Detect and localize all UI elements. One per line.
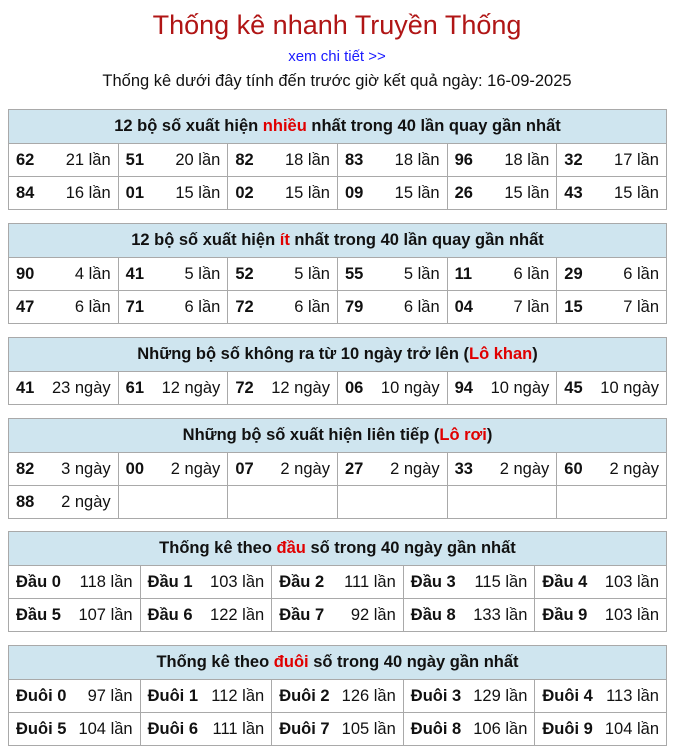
stat-key: 47 [16,297,35,316]
stat-key: 82 [235,150,254,169]
stat-key: Đuôi 3 [410,686,462,705]
stat-key: Đầu 4 [542,572,588,591]
stat-key: Đầu 2 [279,572,325,591]
stat-cell [272,599,404,632]
stat-count: 103 lần [604,605,659,624]
stat-cell [9,372,119,405]
stat-cell [228,291,338,324]
stat-cell [337,258,447,291]
stat-key: Đuôi 2 [279,686,330,705]
stat-count: 4 lần [74,264,111,283]
stat-cell [9,486,119,519]
stat-key: 94 [454,378,473,397]
lo-roi-table [8,418,667,519]
stat-count: 126 lần [341,686,396,705]
stat-count: 112 lần [211,686,265,705]
stat-count: 6 lần [74,297,111,316]
stat-cell [447,258,557,291]
stat-count: 104 lần [78,719,133,738]
stat-cell [403,599,535,632]
table-row [9,372,667,405]
page-subtitle: Thống kê dưới đây tính đến trước giờ kết quả ngày: 16-09-2025 [102,72,572,90]
stat-key: Đuôi 1 [147,686,199,705]
least-frequent-table [8,223,667,324]
stat-cell [118,258,228,291]
table-row [9,453,667,486]
stat-count: 18 lần [394,150,440,169]
section-heading [9,532,667,566]
stat-count: 15 lần [614,183,659,202]
most-frequent-table [8,109,667,210]
stat-key: Đầu 0 [16,572,61,591]
stat-cell [535,713,667,746]
heading-text: số trong 40 ngày gần nhất [308,653,519,671]
table-row [9,680,667,713]
stat-key: Đuôi 8 [410,719,462,738]
stat-count: 2 ngày [609,459,659,478]
stat-cell [403,680,535,713]
stat-key: 33 [454,459,473,478]
heading-text: 12 bộ số xuất hiện [131,231,280,249]
stat-count: 21 lần [65,150,111,169]
stat-key: 45 [564,378,583,397]
stat-cell [9,177,119,210]
stat-count: 15 lần [285,183,330,202]
stat-cell [228,486,338,519]
stat-key: 07 [235,459,254,478]
stat-count: 15 lần [504,183,550,202]
heading-highlight: ít [279,231,290,249]
stat-key: Đầu 7 [279,605,325,624]
stat-count: 115 lần [474,572,528,591]
heading-highlight: đầu [276,539,306,557]
stat-cell [557,144,667,177]
stat-key: 01 [125,183,145,202]
heading-text: 12 bộ số xuất hiện [114,117,263,135]
stat-key: Đầu 1 [147,572,193,591]
stat-count: 5 lần [403,264,440,283]
stat-cell [272,680,404,713]
stat-count: 129 lần [473,686,528,705]
stat-key: 15 [564,297,583,316]
stat-cell [228,453,338,486]
stat-cell [140,566,272,599]
table-row [9,599,667,632]
stat-key: 27 [344,459,364,478]
stat-cell [140,680,272,713]
stat-cell [557,258,667,291]
heading-text: ) [532,345,538,363]
stat-count: 6 lần [294,297,330,316]
stat-key: 11 [454,264,473,283]
stat-key: 41 [16,378,35,397]
stat-key: 51 [125,150,145,169]
stat-key: Đuôi 6 [147,719,199,738]
table-row [9,713,667,746]
stat-key: 41 [125,264,145,283]
heading-text: Thống kê theo [159,539,277,557]
stat-count: 18 lần [504,150,550,169]
stat-count: 97 lần [87,686,133,705]
stat-count: 12 ngày [271,378,330,397]
stat-key: 04 [454,297,473,316]
page-title: Thống kê nhanh Truyền Thống [152,10,522,40]
stat-cell [337,453,447,486]
section-heading [9,110,667,144]
duoi-stats-table [8,645,667,746]
stat-key: Đuôi 7 [279,719,330,738]
heading-text: số trong 40 ngày gần nhất [305,539,516,557]
stat-count: 6 lần [623,264,659,283]
stat-count: 10 ngày [490,378,550,397]
stat-cell [337,486,447,519]
stat-count: 104 lần [604,719,659,738]
stat-cell [447,144,557,177]
stat-cell [140,599,272,632]
stat-cell [9,566,141,599]
stat-key: 83 [344,150,364,169]
stat-cell [557,486,667,519]
stat-key: Đuôi 9 [542,719,593,738]
stat-key: 09 [344,183,364,202]
stat-key: 52 [235,264,254,283]
stat-cell [535,566,667,599]
stat-key: 72 [235,378,254,397]
stat-cell [228,144,338,177]
stat-key: 55 [344,264,364,283]
heading-text: Những bộ số không ra từ 10 ngày trở lên ( [137,345,469,363]
stat-key: Đầu 8 [410,605,456,624]
stat-cell [9,680,141,713]
stat-count: 2 ngày [390,459,440,478]
stat-key: 29 [564,264,583,283]
stat-count: 3 ngày [61,459,111,478]
stat-count: 2 ngày [61,492,111,511]
stat-key: 90 [16,264,35,283]
stat-count: 107 lần [78,605,133,624]
stat-cell [557,291,667,324]
stat-key: 60 [564,459,583,478]
section-heading [9,646,667,680]
stat-cell [9,453,119,486]
stat-key: Đuôi 0 [16,686,67,705]
stat-count: 10 ngày [380,378,440,397]
stat-cell [9,291,119,324]
stat-count: 133 lần [473,605,528,624]
stat-cell [447,453,557,486]
stat-cell [228,258,338,291]
stat-count: 6 lần [184,297,221,316]
stat-key: 02 [235,183,254,202]
stat-cell [535,680,667,713]
stat-key: 43 [564,183,583,202]
view-details-link[interactable]: xem chi tiết >> [288,48,386,65]
stat-cell [118,291,228,324]
table-row [9,177,667,210]
stat-count: 2 ngày [280,459,330,478]
stat-cell [337,291,447,324]
stat-count: 6 lần [403,297,440,316]
stat-count: 23 ngày [51,378,111,397]
stat-key: 26 [454,183,473,202]
stat-cell [403,566,535,599]
stat-count: 5 lần [294,264,330,283]
heading-highlight: nhiều [262,117,307,135]
stat-key: Đầu 6 [147,605,193,624]
stat-count: 103 lần [604,572,659,591]
section-heading [9,224,667,258]
stat-count: 113 lần [606,686,659,705]
stat-count: 7 lần [623,297,659,316]
lo-khan-table [8,337,667,405]
heading-highlight: đuôi [273,653,309,671]
dau-stats-table [8,531,667,632]
heading-text: ) [486,426,493,444]
table-row [9,291,667,324]
stat-key: 82 [16,459,35,478]
stat-cell [337,177,447,210]
stat-key: 32 [564,150,583,169]
stat-cell [557,453,667,486]
stat-count: 12 ngày [161,378,221,397]
stat-count: 111 lần [212,719,265,738]
stat-key: 71 [125,297,145,316]
stat-cell [9,713,141,746]
stat-count: 5 lần [184,264,221,283]
stat-count: 15 lần [175,183,221,202]
stat-count: 106 lần [473,719,528,738]
stat-cell [447,486,557,519]
table-row [9,258,667,291]
stat-key: 79 [344,297,364,316]
stat-cell [272,713,404,746]
stat-count: 20 lần [175,150,221,169]
stat-key: Đầu 9 [542,605,588,624]
stat-count: 92 lần [350,605,396,624]
stat-count: 2 ngày [499,459,550,478]
table-row [9,144,667,177]
stat-count: 103 lần [210,572,265,591]
stat-key: 00 [125,459,145,478]
stat-key: 61 [125,378,145,397]
stat-cell [557,372,667,405]
stat-key: 84 [16,183,35,202]
stat-count: 2 ngày [170,459,221,478]
stat-key: Đầu 5 [16,605,61,624]
heading-text: nhất trong 40 lần quay gần nhất [306,117,561,135]
stat-count: 7 lần [513,297,550,316]
stat-cell [447,291,557,324]
stat-cell [447,372,557,405]
stat-count: 118 lần [79,572,133,591]
stat-cell [337,144,447,177]
section-heading [9,419,667,453]
stat-cell [535,599,667,632]
stat-cell [118,453,228,486]
stat-cell [228,372,338,405]
stat-cell [447,177,557,210]
stat-count: 10 ngày [600,378,659,397]
stat-count: 122 lần [210,605,265,624]
stat-cell [272,566,404,599]
stat-cell [403,713,535,746]
stat-count: 15 lần [394,183,440,202]
stat-cell [337,372,447,405]
stat-cell [228,177,338,210]
stat-cell [118,486,228,519]
stat-key: 88 [16,492,35,511]
stat-count: 17 lần [614,150,659,169]
stat-key: Đầu 3 [410,572,456,591]
stat-cell [9,144,119,177]
stat-key: 72 [235,297,254,316]
stat-count: 111 lần [344,572,396,591]
table-row [9,566,667,599]
stat-cell [140,713,272,746]
stat-key: 96 [454,150,473,169]
heading-text: Những bộ số xuất hiện liên tiếp ( [182,426,440,444]
stat-key: Đuôi 5 [16,719,67,738]
stat-cell [9,599,141,632]
stat-cell [118,144,228,177]
stat-cell [118,372,228,405]
heading-text: nhất trong 40 lần quay gần nhất [289,231,544,249]
stat-cell [9,258,119,291]
heading-highlight: Lô khan [468,345,533,363]
table-row [9,486,667,519]
stat-count: 105 lần [341,719,396,738]
stat-key: 06 [344,378,364,397]
stat-count: 18 lần [285,150,330,169]
stat-cell [118,177,228,210]
stat-key: Đuôi 4 [542,686,593,705]
stat-count: 16 lần [65,183,111,202]
stat-key: 62 [16,150,35,169]
stat-cell [557,177,667,210]
stat-count: 6 lần [513,264,550,283]
heading-highlight: Lô rơi [439,426,487,444]
section-heading [9,338,667,372]
heading-text: Thống kê theo [156,653,274,671]
